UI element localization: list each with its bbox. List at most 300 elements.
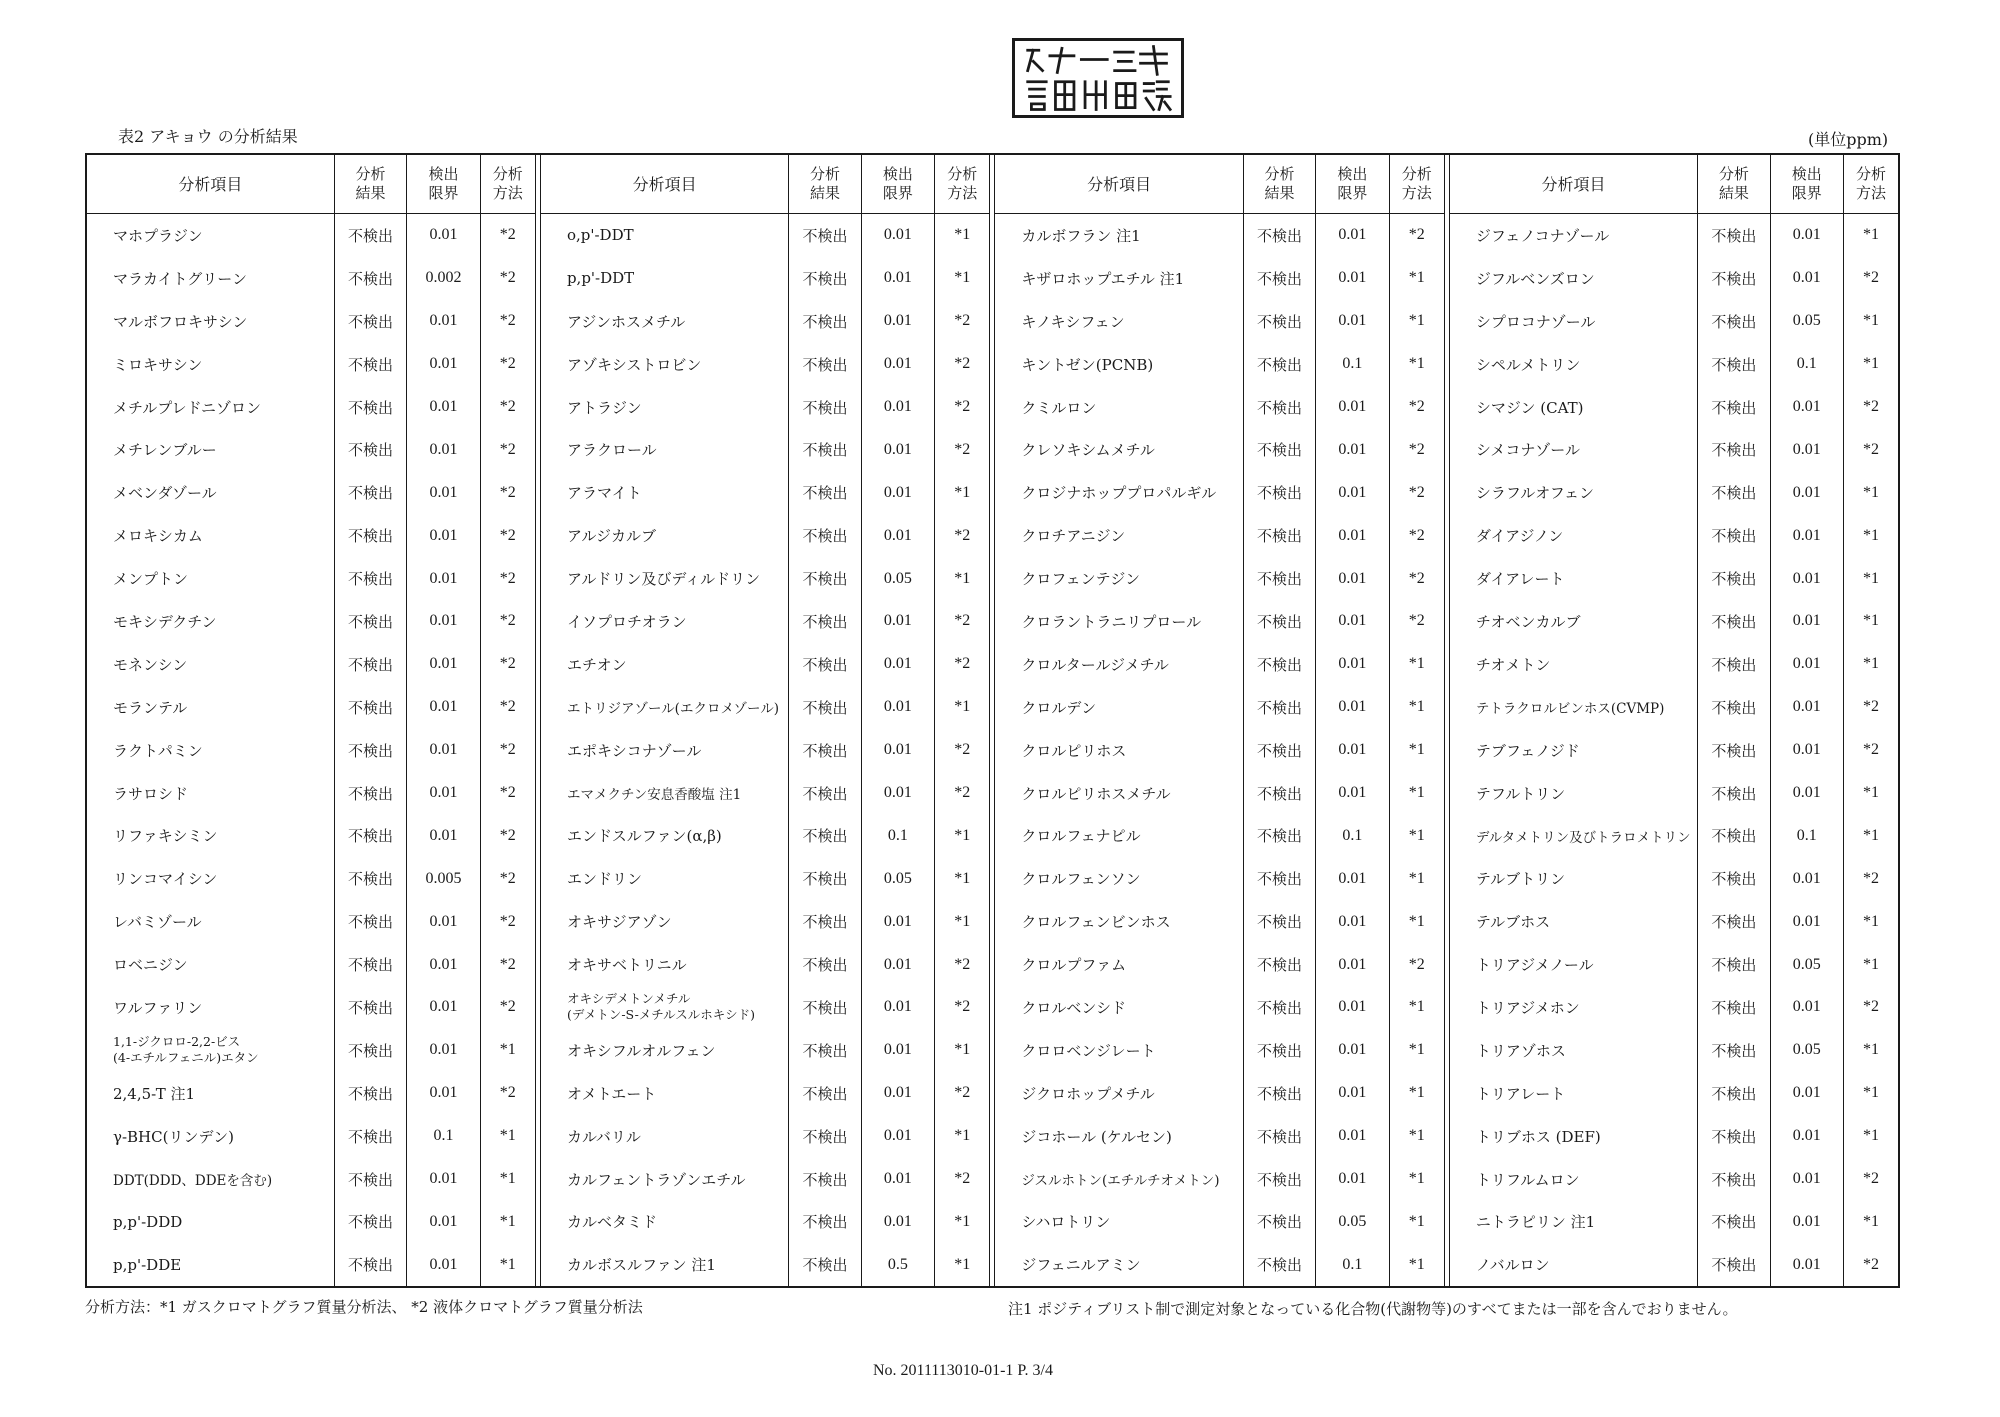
- limit-cell: 0.01: [861, 343, 934, 386]
- method-cell: *2: [480, 943, 535, 986]
- result-cell: 不検出: [789, 257, 861, 300]
- limit-cell: 0.01: [1770, 428, 1843, 471]
- item-name-cell: [1449, 729, 1697, 772]
- method-cell: *1: [1844, 814, 1900, 857]
- limit-cell: 0.1: [861, 814, 934, 857]
- table-row: [86, 643, 1899, 686]
- method-cell: *1: [1389, 857, 1444, 900]
- limit-cell: 0.01: [1770, 471, 1843, 514]
- result-cell: 不検出: [1698, 257, 1770, 300]
- limit-cell: 0.01: [407, 386, 480, 429]
- item-name-cell: [995, 1243, 1243, 1287]
- item-name-cell: [540, 1072, 788, 1115]
- method-cell: *1: [480, 1200, 535, 1243]
- table-row: [86, 428, 1899, 471]
- method-cell: *1: [1844, 772, 1900, 815]
- item-name: γ-BHC(リンデン): [113, 1127, 235, 1146]
- result-cell: 不検出: [789, 814, 861, 857]
- item-name-cell: [86, 1243, 334, 1287]
- limit-cell: 0.01: [861, 1029, 934, 1072]
- item-name-cell: [1449, 943, 1697, 986]
- item-name-cell: [540, 1115, 788, 1158]
- header-method: 分析 方法: [480, 154, 535, 214]
- method-cell: *2: [1844, 729, 1900, 772]
- limit-cell: 0.01: [1770, 257, 1843, 300]
- result-cell: 不検出: [789, 514, 861, 557]
- limit-cell: 0.01: [407, 343, 480, 386]
- method-cell: *2: [480, 557, 535, 600]
- item-name-cell: [86, 686, 334, 729]
- method-cell: *2: [1389, 600, 1444, 643]
- method-cell: *1: [935, 686, 990, 729]
- item-name: クロルプファム: [1021, 956, 1127, 975]
- method-cell: *2: [480, 986, 535, 1029]
- method-cell: *1: [1844, 300, 1900, 343]
- result-cell: 不検出: [334, 772, 406, 815]
- table-row: [86, 857, 1899, 900]
- result-cell: 不検出: [1698, 1029, 1770, 1072]
- header-item-name: 分析項目: [995, 154, 1243, 214]
- limit-cell: 0.005: [407, 857, 480, 900]
- result-cell: 不検出: [1698, 1158, 1770, 1201]
- limit-cell: 0.01: [407, 428, 480, 471]
- method-cell: *2: [480, 300, 535, 343]
- item-name: シハロトリン: [1021, 1213, 1111, 1232]
- limit-cell: 0.01: [407, 814, 480, 857]
- method-cell: *1: [1389, 1029, 1444, 1072]
- limit-cell: 0.01: [1770, 1115, 1843, 1158]
- item-name: アトラジン: [566, 398, 642, 417]
- result-cell: 不検出: [789, 343, 861, 386]
- item-name-cell: [86, 1158, 334, 1201]
- item-name: o,p'-DDT: [566, 226, 634, 245]
- item-name-cell: [86, 471, 334, 514]
- limit-cell: 0.01: [407, 686, 480, 729]
- result-cell: 不検出: [334, 300, 406, 343]
- item-name: クロフェンテジン: [1021, 570, 1140, 589]
- method-cell: *2: [935, 300, 990, 343]
- item-name-cell: [1449, 471, 1697, 514]
- method-cell: *2: [935, 643, 990, 686]
- item-name: クロロベンジレート: [1021, 1041, 1156, 1060]
- item-name-cell: [995, 643, 1243, 686]
- method-cell: *1: [1844, 514, 1900, 557]
- item-name-cell: [995, 514, 1243, 557]
- item-name-cell: [86, 943, 334, 986]
- method-cell: *1: [1389, 1200, 1444, 1243]
- item-name: ジクロホップメチル: [1021, 1084, 1155, 1103]
- method-cell: *1: [1844, 471, 1900, 514]
- result-cell: 不検出: [1698, 300, 1770, 343]
- method-cell: *2: [480, 600, 535, 643]
- limit-cell: 0.002: [407, 257, 480, 300]
- result-cell: 不検出: [1698, 772, 1770, 815]
- item-name: オメトエート: [566, 1084, 657, 1103]
- item-name-cell: [540, 514, 788, 557]
- method-cell: *1: [1844, 600, 1900, 643]
- item-name: シペルメトリン: [1475, 355, 1581, 374]
- item-name: メチルプレドニゾロン: [113, 398, 262, 417]
- result-cell: 不検出: [334, 1200, 406, 1243]
- item-name-cell: [540, 943, 788, 986]
- item-name: モキシデクチン: [113, 612, 217, 631]
- method-cell: *1: [1844, 214, 1900, 257]
- method-cell: *2: [935, 986, 990, 1029]
- method-cell: *1: [480, 1158, 535, 1201]
- table-row: [86, 514, 1899, 557]
- item-name-cell: [995, 814, 1243, 857]
- item-name: クロルピリホス: [1021, 741, 1127, 760]
- result-cell: 不検出: [1698, 900, 1770, 943]
- table-row: [86, 600, 1899, 643]
- item-name-cell: [1449, 1200, 1697, 1243]
- method-cell: *2: [935, 943, 990, 986]
- limit-cell: 0.01: [861, 643, 934, 686]
- item-name: エポキシコナゾール: [566, 741, 702, 760]
- item-name: p,p'-DDD: [113, 1212, 183, 1231]
- item-name: クロラントラニリプロール: [1021, 612, 1202, 631]
- limit-cell: 0.01: [407, 729, 480, 772]
- item-name: ジフルベンズロン: [1475, 269, 1595, 288]
- limit-cell: 0.01: [407, 1243, 480, 1287]
- item-name-cell: [540, 814, 788, 857]
- limit-cell: 0.01: [861, 1200, 934, 1243]
- method-cell: *1: [1389, 686, 1444, 729]
- result-cell: 不検出: [334, 1029, 406, 1072]
- result-cell: 不検出: [789, 1158, 861, 1201]
- item-name-cell: [995, 857, 1243, 900]
- item-name: テフルトリン: [1475, 784, 1566, 803]
- limit-cell: 0.01: [1770, 514, 1843, 557]
- result-cell: 不検出: [1698, 1115, 1770, 1158]
- result-cell: 不検出: [334, 343, 406, 386]
- item-name-cell: [1449, 643, 1697, 686]
- limit-cell: 0.01: [407, 1072, 480, 1115]
- result-cell: 不検出: [334, 600, 406, 643]
- header-item-name: 分析項目: [1449, 154, 1697, 214]
- limit-cell: 0.05: [1770, 300, 1843, 343]
- method-cell: *1: [1389, 814, 1444, 857]
- method-cell: *2: [1844, 257, 1900, 300]
- method-cell: *2: [935, 1072, 990, 1115]
- item-name-cell: [1449, 300, 1697, 343]
- table-row: [86, 1072, 1899, 1115]
- item-name-cell: [1449, 772, 1697, 815]
- result-cell: 不検出: [334, 471, 406, 514]
- item-name: トリアジメノール: [1475, 956, 1594, 975]
- item-name: ロベニジン: [113, 956, 188, 975]
- method-cell: *2: [480, 471, 535, 514]
- limit-cell: 0.01: [861, 986, 934, 1029]
- item-name: デルタメトリン及びトラロメトリン: [1475, 829, 1691, 846]
- limit-cell: 0.05: [861, 857, 934, 900]
- item-name-cell: [540, 986, 788, 1029]
- item-name-cell: [995, 257, 1243, 300]
- method-cell: *1: [1844, 1072, 1900, 1115]
- item-name: エンドリン: [566, 870, 642, 889]
- limit-cell: 0.1: [407, 1115, 480, 1158]
- item-name-cell: [540, 772, 788, 815]
- result-cell: 不検出: [1243, 943, 1315, 986]
- item-name: モネンシン: [113, 655, 188, 674]
- method-cell: *2: [935, 514, 990, 557]
- result-cell: 不検出: [1243, 343, 1315, 386]
- item-name-cell: [995, 600, 1243, 643]
- result-cell: 不検出: [789, 900, 861, 943]
- method-cell: *1: [935, 557, 990, 600]
- table-row: [86, 772, 1899, 815]
- item-name: オキサベトリニル: [566, 956, 687, 975]
- item-name-cell: [1449, 814, 1697, 857]
- limit-cell: 0.01: [861, 300, 934, 343]
- limit-cell: 0.01: [407, 557, 480, 600]
- item-name: オキシフルオルフェン: [566, 1041, 716, 1060]
- result-cell: 不検出: [789, 1072, 861, 1115]
- item-name-cell: [540, 600, 788, 643]
- item-name-cell: [995, 943, 1243, 986]
- result-cell: 不検出: [789, 772, 861, 815]
- item-name-cell: [540, 471, 788, 514]
- result-cell: 不検出: [789, 600, 861, 643]
- method-cell: *2: [480, 428, 535, 471]
- limit-cell: 0.01: [407, 471, 480, 514]
- item-name: p,p'-DDT: [566, 269, 635, 288]
- header-limit: 検出 限界: [1770, 154, 1843, 214]
- limit-cell: 0.01: [1770, 986, 1843, 1029]
- item-name-cell: [540, 1243, 788, 1287]
- item-name-cell: [86, 814, 334, 857]
- item-name: リンコマイシン: [113, 870, 218, 889]
- item-name-cell: [1449, 686, 1697, 729]
- method-cell: *2: [480, 257, 535, 300]
- item-name: アルドリン及びディルドリン: [566, 570, 761, 589]
- result-cell: 不検出: [1698, 729, 1770, 772]
- result-cell: 不検出: [1243, 386, 1315, 429]
- method-cell: *1: [1389, 729, 1444, 772]
- method-cell: *2: [1844, 857, 1900, 900]
- method-cell: *1: [935, 857, 990, 900]
- item-name: エマメクチン安息香酸塩 注1: [566, 787, 742, 804]
- method-cell: *2: [935, 343, 990, 386]
- method-cell: *1: [1389, 772, 1444, 815]
- result-cell: 不検出: [1243, 900, 1315, 943]
- result-cell: 不検出: [1698, 686, 1770, 729]
- result-cell: 不検出: [1698, 943, 1770, 986]
- item-name: キザロホップエチル 注1: [1021, 269, 1185, 288]
- table-row: [86, 1158, 1899, 1201]
- limit-cell: 0.01: [407, 300, 480, 343]
- table-row: [86, 900, 1899, 943]
- item-name: カルボスルファン 注1: [566, 1256, 716, 1275]
- item-name: エトリジアゾール(エクロメゾール): [566, 701, 780, 718]
- item-name-cell: [1449, 1072, 1697, 1115]
- method-cell: *2: [1844, 428, 1900, 471]
- table-row: [86, 1029, 1899, 1072]
- item-name-cell: [540, 428, 788, 471]
- limit-cell: 0.01: [1316, 986, 1389, 1029]
- item-name: クロルフェンビンホス: [1021, 913, 1171, 932]
- result-cell: 不検出: [1698, 1243, 1770, 1287]
- result-cell: 不検出: [1243, 428, 1315, 471]
- item-name: オキシデメトンメチル (デメトン-S-メチルスルホキシド): [566, 991, 756, 1023]
- item-name-cell: [1449, 900, 1697, 943]
- limit-cell: 0.01: [861, 514, 934, 557]
- item-name: テブフェノジド: [1475, 741, 1580, 760]
- item-name-cell: [1449, 986, 1697, 1029]
- method-cell: *2: [480, 686, 535, 729]
- item-name-cell: [995, 729, 1243, 772]
- company-seal-stamp: [1012, 38, 1184, 118]
- item-name: メベンダゾール: [113, 484, 217, 503]
- item-name: メンプトン: [113, 570, 189, 589]
- item-name-cell: [86, 514, 334, 557]
- limit-cell: 0.01: [861, 257, 934, 300]
- item-name-cell: [540, 643, 788, 686]
- document-number: No. 2011113010-01-1 P. 3/4: [873, 1362, 1053, 1379]
- method-cell: *2: [1389, 214, 1444, 257]
- result-cell: 不検出: [1698, 857, 1770, 900]
- item-name: アラクロール: [566, 441, 657, 460]
- result-cell: 不検出: [789, 729, 861, 772]
- item-name-cell: [995, 428, 1243, 471]
- method-cell: *1: [480, 1115, 535, 1158]
- limit-cell: 0.01: [861, 943, 934, 986]
- result-cell: 不検出: [1243, 257, 1315, 300]
- item-name-cell: [1449, 557, 1697, 600]
- result-cell: 不検出: [334, 1158, 406, 1201]
- item-name: レバミゾール: [113, 913, 202, 932]
- limit-cell: 0.01: [1770, 857, 1843, 900]
- result-cell: 不検出: [1243, 1200, 1315, 1243]
- method-cell: *2: [480, 814, 535, 857]
- item-name: DDT(DDD、DDEを含む): [113, 1173, 273, 1190]
- limit-cell: 0.01: [407, 1029, 480, 1072]
- limit-cell: 0.01: [1770, 1072, 1843, 1115]
- limit-cell: 0.01: [1770, 686, 1843, 729]
- limit-cell: 0.01: [407, 514, 480, 557]
- item-name-cell: [86, 214, 334, 257]
- header-result: 分析 結果: [334, 154, 406, 214]
- method-cell: *1: [1389, 300, 1444, 343]
- result-cell: 不検出: [1243, 514, 1315, 557]
- item-name-cell: [86, 1029, 334, 1072]
- result-cell: 不検出: [334, 1115, 406, 1158]
- method-cell: *2: [1389, 428, 1444, 471]
- result-cell: 不検出: [1243, 600, 1315, 643]
- limit-cell: 0.05: [1316, 1200, 1389, 1243]
- method-cell: *1: [480, 1029, 535, 1072]
- item-name: チオベンカルブ: [1475, 612, 1581, 631]
- result-cell: 不検出: [789, 1115, 861, 1158]
- item-name-cell: [86, 257, 334, 300]
- table-row: [86, 1115, 1899, 1158]
- item-name-cell: [995, 1115, 1243, 1158]
- item-name: マルボフロキサシン: [113, 312, 248, 331]
- result-cell: 不検出: [334, 514, 406, 557]
- item-name-cell: [995, 686, 1243, 729]
- limit-cell: 0.01: [1770, 643, 1843, 686]
- method-cell: *2: [480, 772, 535, 815]
- result-cell: 不検出: [1698, 643, 1770, 686]
- result-cell: 不検出: [334, 943, 406, 986]
- item-name: マホプラジン: [113, 226, 203, 245]
- item-name-cell: [86, 900, 334, 943]
- item-name: 1,1-ジクロロ-2,2-ビス (4-エチルフェニル)エタン: [113, 1034, 259, 1066]
- limit-cell: 0.05: [1770, 943, 1843, 986]
- result-cell: 不検出: [789, 428, 861, 471]
- item-name-cell: [1449, 1029, 1697, 1072]
- method-cell: *2: [935, 1158, 990, 1201]
- item-name-cell: [540, 257, 788, 300]
- result-cell: 不検出: [1243, 1243, 1315, 1287]
- item-name-cell: [86, 300, 334, 343]
- limit-cell: 0.01: [1316, 729, 1389, 772]
- item-name: エチオン: [566, 655, 627, 674]
- header-result: 分析 結果: [789, 154, 861, 214]
- limit-cell: 0.01: [1316, 857, 1389, 900]
- table-row: [86, 257, 1899, 300]
- item-name: トリアレート: [1475, 1084, 1566, 1103]
- item-name-cell: [540, 214, 788, 257]
- method-cell: *1: [935, 1029, 990, 1072]
- limit-cell: 0.01: [407, 214, 480, 257]
- limit-cell: 0.01: [861, 428, 934, 471]
- item-name: p,p'-DDE: [113, 1255, 182, 1274]
- result-cell: 不検出: [789, 1200, 861, 1243]
- limit-cell: 0.01: [1316, 471, 1389, 514]
- table-row: [86, 814, 1899, 857]
- table-row: [86, 386, 1899, 429]
- method-cell: *1: [1844, 1029, 1900, 1072]
- method-cell: *1: [1844, 343, 1900, 386]
- result-cell: 不検出: [1243, 300, 1315, 343]
- limit-cell: 0.01: [407, 643, 480, 686]
- result-cell: 不検出: [1243, 643, 1315, 686]
- item-name: ダイアジノン: [1475, 527, 1564, 546]
- method-cell: *2: [480, 343, 535, 386]
- limit-cell: 0.01: [407, 1158, 480, 1201]
- method-cell: *2: [480, 729, 535, 772]
- item-name-cell: [86, 428, 334, 471]
- item-name-cell: [995, 1158, 1243, 1201]
- item-name: クロルフェンソン: [1021, 870, 1141, 889]
- item-name-cell: [540, 1200, 788, 1243]
- item-name: クロルベンシド: [1021, 998, 1127, 1017]
- item-name-cell: [995, 343, 1243, 386]
- result-cell: 不検出: [1698, 814, 1770, 857]
- method-cell: *2: [1389, 471, 1444, 514]
- item-name: カルベタミド: [566, 1213, 657, 1232]
- limit-cell: 0.01: [1770, 772, 1843, 815]
- result-cell: 不検出: [334, 1072, 406, 1115]
- limit-cell: 0.01: [1770, 1243, 1843, 1287]
- item-name: メチレンブルー: [113, 441, 217, 460]
- item-name-cell: [86, 772, 334, 815]
- limit-cell: 0.01: [1316, 557, 1389, 600]
- limit-cell: 0.01: [1316, 514, 1389, 557]
- item-name-cell: [995, 986, 1243, 1029]
- method-cell: *1: [1389, 986, 1444, 1029]
- method-cell: *1: [1389, 1072, 1444, 1115]
- result-cell: 不検出: [334, 986, 406, 1029]
- limit-cell: 0.1: [1316, 814, 1389, 857]
- result-cell: 不検出: [334, 729, 406, 772]
- item-name: クロルタールジメチル: [1021, 655, 1169, 674]
- item-name: オキサジアゾン: [566, 913, 672, 932]
- method-cell: *1: [935, 814, 990, 857]
- item-name-cell: [540, 729, 788, 772]
- item-name: トリアゾホス: [1475, 1041, 1566, 1060]
